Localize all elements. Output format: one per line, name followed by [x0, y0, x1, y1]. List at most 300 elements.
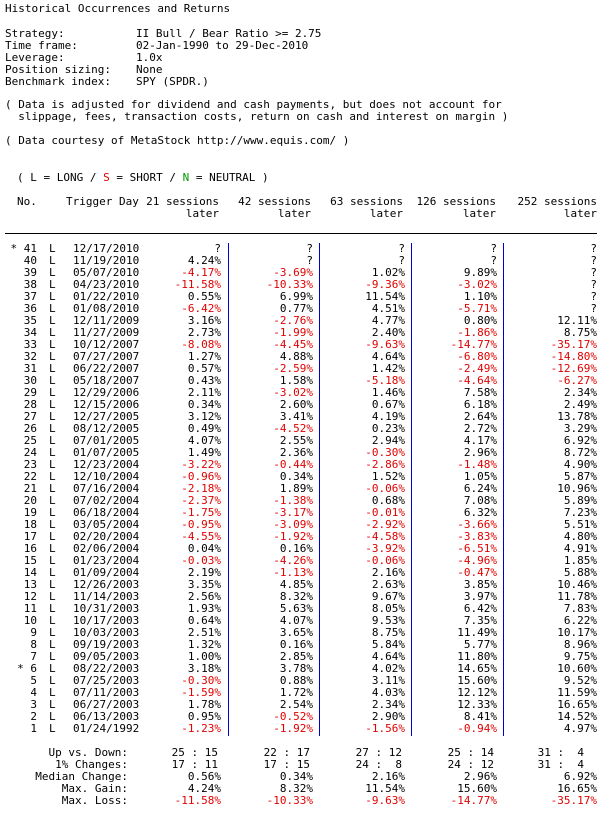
row-direction: L [49, 326, 56, 339]
row-direction: L [49, 722, 56, 735]
row-return-3: 9.53% [371, 614, 405, 627]
row-direction: L [49, 650, 56, 663]
row-trigger-date: 12/11/2009 [73, 314, 140, 327]
row-return-3: 4.64% [371, 350, 405, 363]
row-number: * 41 [10, 242, 37, 255]
row-number: 29 [23, 386, 37, 399]
row-return-4: -3.02% [457, 278, 497, 291]
row-return-2: 2.60% [279, 398, 313, 411]
row-return-1: -2.37% [181, 494, 221, 507]
row-return-4: -1.86% [457, 326, 497, 339]
row-return-2: -3.69% [273, 266, 313, 279]
row-trigger-date: 11/14/2003 [73, 590, 140, 603]
row-return-1: -3.22% [181, 458, 221, 471]
row-return-2: -1.92% [273, 722, 313, 735]
row-return-1: -0.03% [181, 554, 221, 567]
row-return-1: -0.96% [181, 470, 221, 483]
row-return-5: 6.92% [563, 434, 597, 447]
row-trigger-date: 12/27/2005 [73, 410, 140, 423]
row-return-3: 4.51% [371, 302, 405, 315]
row-trigger-date: 01/23/2004 [73, 554, 140, 567]
row-return-1: 0.49% [187, 422, 221, 435]
header-trigger: Trigger Day [66, 195, 139, 208]
row-return-5: 8.75% [563, 326, 597, 339]
row-return-4: 12.33% [457, 698, 497, 711]
row-return-4: 6.32% [463, 506, 497, 519]
row-return-1: -0.30% [181, 674, 221, 687]
row-return-4: 3.97% [463, 590, 497, 603]
row-direction: L [49, 530, 56, 543]
summary-value-5: 6.92% [563, 770, 597, 783]
row-trigger-date: 07/02/2004 [73, 494, 140, 507]
legend-close: = NEUTRAL ) [189, 171, 269, 184]
row-trigger-date: 01/09/2004 [73, 566, 140, 579]
row-return-4: 3.85% [463, 578, 497, 591]
row-return-4: 8.41% [463, 710, 497, 723]
row-return-3: -1.56% [365, 722, 405, 735]
row-number: 39 [23, 266, 37, 279]
row-return-2: 0.77% [279, 302, 313, 315]
row-return-3: 9.67% [371, 590, 405, 603]
row-return-1: 1.78% [187, 698, 221, 711]
row-return-4: 7.35% [463, 614, 497, 627]
row-trigger-date: 10/03/2003 [73, 626, 140, 639]
row-trigger-date: 12/23/2004 [73, 458, 140, 471]
summary-value-3: -9.63% [365, 794, 405, 807]
row-direction: L [49, 254, 56, 267]
row-number: 36 [23, 302, 37, 315]
row-return-5: -12.69% [550, 362, 597, 375]
row-return-2: -4.52% [273, 422, 313, 435]
meta-label: Position sizing: [5, 63, 111, 76]
row-return-1: 1.93% [187, 602, 221, 615]
row-trigger-date: 10/17/2003 [73, 614, 140, 627]
summary-value-1: 25 : 15 [171, 746, 218, 759]
row-return-5: 6.22% [563, 614, 597, 627]
row-return-3: 8.75% [371, 626, 405, 639]
meta-label: Time frame: [5, 39, 78, 52]
row-trigger-date: 06/18/2004 [73, 506, 140, 519]
row-return-5: 9.52% [563, 674, 597, 687]
row-return-3: 2.63% [371, 578, 405, 591]
row-number: 34 [23, 326, 37, 339]
row-return-4: 4.17% [463, 434, 497, 447]
row-return-5: 1.85% [563, 554, 597, 567]
summary-value-3: 24 : 8 [355, 758, 402, 771]
row-return-3: 0.68% [371, 494, 405, 507]
row-return-1: -1.23% [181, 722, 221, 735]
row-trigger-date: 06/22/2007 [73, 362, 140, 375]
row-trigger-date: 06/27/2003 [73, 698, 140, 711]
header-col4-a: 126 sessions [416, 195, 496, 208]
row-return-5: 4.80% [563, 530, 597, 543]
row-direction: L [49, 554, 56, 567]
row-trigger-date: 08/22/2003 [73, 662, 140, 675]
row-return-3: 11.54% [365, 290, 405, 303]
row-number: 2 [30, 710, 37, 723]
row-number: 28 [23, 398, 37, 411]
row-return-3: 2.34% [371, 698, 405, 711]
row-return-3: -0.30% [365, 446, 405, 459]
row-trigger-date: 01/08/2010 [73, 302, 140, 315]
row-return-1: 1.49% [187, 446, 221, 459]
row-return-3: 4.19% [371, 410, 405, 423]
row-return-4: ? [490, 242, 497, 255]
header-no: No. [17, 195, 37, 208]
meta-value: 02-Jan-1990 to 29-Dec-2010 [136, 39, 309, 52]
row-return-4: -4.96% [457, 554, 497, 567]
row-trigger-date: 01/24/1992 [73, 722, 140, 735]
row-return-1: 0.04% [187, 542, 221, 555]
legend-mid: = SHORT / [109, 171, 183, 184]
meta-value: None [136, 63, 163, 76]
row-number: 21 [23, 482, 37, 495]
row-return-1: 0.34% [187, 398, 221, 411]
row-return-4: 5.77% [463, 638, 497, 651]
row-direction: L [49, 422, 56, 435]
row-return-1: 2.73% [187, 326, 221, 339]
row-return-5: -35.17% [550, 338, 597, 351]
row-direction: L [49, 290, 56, 303]
row-return-3: -2.86% [365, 458, 405, 471]
row-number: 35 [23, 314, 37, 327]
row-direction: L [49, 470, 56, 483]
row-direction: L [49, 338, 56, 351]
row-trigger-date: 12/29/2006 [73, 386, 140, 399]
row-number: 1 [30, 722, 37, 735]
row-trigger-date: 12/15/2006 [73, 398, 140, 411]
row-return-3: 1.02% [371, 266, 405, 279]
summary-value-5: 31 : 4 [537, 746, 584, 759]
header-col5-a: 252 sessions [517, 195, 597, 208]
row-return-5: 10.46% [557, 578, 597, 591]
row-return-5: -14.80% [550, 350, 597, 363]
row-return-3: 0.67% [371, 398, 405, 411]
row-return-1: 2.11% [187, 386, 221, 399]
note-line-2: slippage, fees, transaction costs, return on cash and interest on margin ) [5, 110, 509, 123]
row-return-2: -2.76% [273, 314, 313, 327]
row-return-2: -1.99% [273, 326, 313, 339]
row-return-5: 2.49% [563, 398, 597, 411]
summary-value-4: 15.60% [457, 782, 497, 795]
row-number: 38 [23, 278, 37, 291]
row-return-2: 1.58% [279, 374, 313, 387]
column-divider-2 [319, 243, 320, 736]
row-return-5: 7.83% [563, 602, 597, 615]
summary-value-4: 2.96% [463, 770, 497, 783]
row-return-5: 5.51% [563, 518, 597, 531]
row-return-4: 11.80% [457, 650, 497, 663]
header-divider [5, 233, 597, 234]
meta-value: II Bull / Bear Ratio >= 2.75 [136, 27, 322, 40]
row-return-4: -5.71% [457, 302, 497, 315]
summary-value-4: -14.77% [450, 794, 497, 807]
row-trigger-date: 05/18/2007 [73, 374, 140, 387]
summary-value-1: 0.56% [187, 770, 221, 783]
row-return-2: -4.45% [273, 338, 313, 351]
row-return-3: 1.42% [371, 362, 405, 375]
row-number: 33 [23, 338, 37, 351]
row-return-3: 2.40% [371, 326, 405, 339]
row-return-2: 0.34% [279, 470, 313, 483]
row-trigger-date: 12/26/2003 [73, 578, 140, 591]
row-return-5: 16.65% [557, 698, 597, 711]
row-return-1: -4.55% [181, 530, 221, 543]
row-return-1: 3.18% [187, 662, 221, 675]
row-return-5: 8.96% [563, 638, 597, 651]
row-return-1: ? [214, 242, 221, 255]
row-return-3: -2.92% [365, 518, 405, 531]
row-return-4: 2.96% [463, 446, 497, 459]
row-return-3: 1.52% [371, 470, 405, 483]
row-return-1: 4.07% [187, 434, 221, 447]
row-return-4: -0.47% [457, 566, 497, 579]
row-trigger-date: 04/23/2010 [73, 278, 140, 291]
row-return-1: 3.35% [187, 578, 221, 591]
row-number: 25 [23, 434, 37, 447]
summary-value-2: 8.32% [279, 782, 313, 795]
summary-value-1: 4.24% [187, 782, 221, 795]
row-return-1: 0.43% [187, 374, 221, 387]
row-return-2: 8.32% [279, 590, 313, 603]
meta-label: Leverage: [5, 51, 65, 64]
row-trigger-date: 09/19/2003 [73, 638, 140, 651]
row-return-5: 14.52% [557, 710, 597, 723]
row-return-5: ? [590, 254, 597, 267]
row-return-1: -2.18% [181, 482, 221, 495]
row-direction: L [49, 638, 56, 651]
summary-value-4: 25 : 14 [447, 746, 494, 759]
column-divider-1 [228, 243, 229, 736]
meta-label: Benchmark index: [5, 75, 111, 88]
row-return-5: 4.97% [563, 722, 597, 735]
row-return-1: 0.55% [187, 290, 221, 303]
row-return-5: ? [590, 302, 597, 315]
row-number: 37 [23, 290, 37, 303]
row-return-4: 7.08% [463, 494, 497, 507]
row-return-2: -10.33% [266, 278, 313, 291]
row-return-3: -0.01% [365, 506, 405, 519]
summary-label: Max. Loss: [61, 794, 128, 807]
legend-short-letter: S [103, 171, 110, 184]
row-return-3: 5.84% [371, 638, 405, 651]
row-return-4: -1.48% [457, 458, 497, 471]
row-return-2: 2.55% [279, 434, 313, 447]
row-return-1: 2.56% [187, 590, 221, 603]
row-return-2: 2.54% [279, 698, 313, 711]
row-direction: L [49, 266, 56, 279]
summary-value-1: 17 : 11 [171, 758, 218, 771]
row-return-2: -3.09% [273, 518, 313, 531]
row-return-3: -0.06% [365, 554, 405, 567]
header-col1-b: later [185, 207, 219, 220]
row-return-3: 4.77% [371, 314, 405, 327]
row-return-3: 8.05% [371, 602, 405, 615]
row-return-5: 10.96% [557, 482, 597, 495]
row-return-2: 1.72% [279, 686, 313, 699]
row-return-3: 0.23% [371, 422, 405, 435]
row-return-5: 10.60% [557, 662, 597, 675]
row-return-2: -0.52% [273, 710, 313, 723]
row-number: 5 [30, 674, 37, 687]
row-return-2: 3.65% [279, 626, 313, 639]
summary-value-5: 16.65% [557, 782, 597, 795]
row-return-2: -3.02% [273, 386, 313, 399]
summary-value-1: -11.58% [174, 794, 221, 807]
row-direction: L [49, 374, 56, 387]
summary-value-5: -35.17% [550, 794, 597, 807]
row-return-2: -1.13% [273, 566, 313, 579]
row-return-5: 13.78% [557, 410, 597, 423]
row-return-1: -6.42% [181, 302, 221, 315]
row-number: * 6 [17, 662, 37, 675]
row-trigger-date: 12/17/2010 [73, 242, 140, 255]
row-trigger-date: 03/05/2004 [73, 518, 140, 531]
row-return-4: 6.24% [463, 482, 497, 495]
row-return-5: 12.11% [557, 314, 597, 327]
row-return-4: -3.66% [457, 518, 497, 531]
row-number: 22 [23, 470, 37, 483]
row-return-4: 2.72% [463, 422, 497, 435]
row-return-5: 3.29% [563, 422, 597, 435]
row-direction: L [49, 686, 56, 699]
row-return-2: ? [306, 254, 313, 267]
row-number: 8 [30, 638, 37, 651]
row-return-4: 9.89% [463, 266, 497, 279]
row-return-4: 12.12% [457, 686, 497, 699]
column-divider-3 [411, 243, 412, 736]
row-trigger-date: 02/06/2004 [73, 542, 140, 555]
row-trigger-date: 10/12/2007 [73, 338, 140, 351]
row-direction: L [49, 614, 56, 627]
summary-value-3: 27 : 12 [355, 746, 402, 759]
legend-neutral-letter: N [182, 171, 190, 184]
row-direction: L [49, 278, 56, 291]
row-direction: L [49, 398, 56, 411]
row-number: 27 [23, 410, 37, 423]
note-line-3: ( Data courtesy of MetaStock http://www.equis.com/ ) [5, 134, 350, 147]
row-number: 9 [30, 626, 37, 639]
row-return-3: 3.11% [371, 674, 405, 687]
row-return-1: -4.17% [181, 266, 221, 279]
row-trigger-date: 11/19/2010 [73, 254, 140, 267]
row-trigger-date: 08/12/2005 [73, 422, 140, 435]
row-trigger-date: 05/07/2010 [73, 266, 140, 279]
row-direction: L [49, 518, 56, 531]
summary-value-2: 22 : 17 [263, 746, 310, 759]
row-direction: L [49, 458, 56, 471]
row-return-2: 4.07% [279, 614, 313, 627]
row-return-3: 4.64% [371, 650, 405, 663]
row-return-3: 4.02% [371, 662, 405, 675]
row-direction: L [49, 566, 56, 579]
row-trigger-date: 01/07/2005 [73, 446, 140, 459]
row-return-1: 0.57% [187, 362, 221, 375]
row-return-3: -0.06% [365, 482, 405, 495]
row-number: 26 [23, 422, 37, 435]
row-return-1: 3.12% [187, 410, 221, 423]
row-direction: L [49, 710, 56, 723]
row-return-4: 6.42% [463, 602, 497, 615]
row-return-5: ? [590, 242, 597, 255]
row-return-3: -9.63% [365, 338, 405, 351]
row-return-3: -4.58% [365, 530, 405, 543]
row-return-4: ? [490, 254, 497, 267]
row-return-4: -14.77% [450, 338, 497, 351]
row-return-1: 1.32% [187, 638, 221, 651]
row-return-5: 4.90% [563, 458, 597, 471]
row-return-3: 2.94% [371, 434, 405, 447]
row-return-5: ? [590, 290, 597, 303]
row-return-1: -0.95% [181, 518, 221, 531]
row-number: 24 [23, 446, 37, 459]
row-trigger-date: 06/13/2003 [73, 710, 140, 723]
row-trigger-date: 07/25/2003 [73, 674, 140, 687]
row-return-3: -5.18% [365, 374, 405, 387]
row-direction: L [49, 542, 56, 555]
row-return-1: 3.16% [187, 314, 221, 327]
column-divider-4 [503, 243, 504, 736]
row-trigger-date: 01/22/2010 [73, 290, 140, 303]
row-direction: L [49, 302, 56, 315]
row-return-2: -2.59% [273, 362, 313, 375]
row-return-2: 0.16% [279, 542, 313, 555]
row-number: 15 [23, 554, 37, 567]
row-return-4: -4.64% [457, 374, 497, 387]
row-number: 19 [23, 506, 37, 519]
row-direction: L [49, 602, 56, 615]
row-return-4: -0.94% [457, 722, 497, 735]
row-direction: L [49, 434, 56, 447]
header-col1-a: 21 sessions [146, 195, 219, 208]
header-col2-a: 42 sessions [238, 195, 311, 208]
row-return-4: 6.18% [463, 398, 497, 411]
row-return-5: 4.91% [563, 542, 597, 555]
summary-value-2: 17 : 15 [263, 758, 310, 771]
row-direction: L [49, 242, 56, 255]
row-return-1: -1.59% [181, 686, 221, 699]
row-number: 14 [23, 566, 37, 579]
row-trigger-date: 12/10/2004 [73, 470, 140, 483]
row-number: 16 [23, 542, 37, 555]
row-number: 13 [23, 578, 37, 591]
row-number: 20 [23, 494, 37, 507]
row-return-2: -0.44% [273, 458, 313, 471]
row-return-2: 4.85% [279, 578, 313, 591]
row-return-5: 2.34% [563, 386, 597, 399]
meta-value: 1.0x [136, 51, 163, 64]
row-return-2: 3.41% [279, 410, 313, 423]
row-number: 30 [23, 374, 37, 387]
row-direction: L [49, 626, 56, 639]
row-direction: L [49, 494, 56, 507]
row-trigger-date: 02/20/2004 [73, 530, 140, 543]
row-return-5: ? [590, 278, 597, 291]
row-direction: L [49, 698, 56, 711]
summary-label: Up vs. Down: [48, 746, 128, 759]
row-return-2: 2.85% [279, 650, 313, 663]
row-return-4: 2.64% [463, 410, 497, 423]
row-return-5: 5.89% [563, 494, 597, 507]
row-return-4: 0.80% [463, 314, 497, 327]
row-return-4: -6.80% [457, 350, 497, 363]
row-direction: L [49, 362, 56, 375]
row-return-4: 14.65% [457, 662, 497, 675]
row-trigger-date: 09/05/2003 [73, 650, 140, 663]
row-return-1: -1.75% [181, 506, 221, 519]
legend-open: ( L = LONG / [17, 171, 104, 184]
row-return-3: ? [398, 254, 405, 267]
